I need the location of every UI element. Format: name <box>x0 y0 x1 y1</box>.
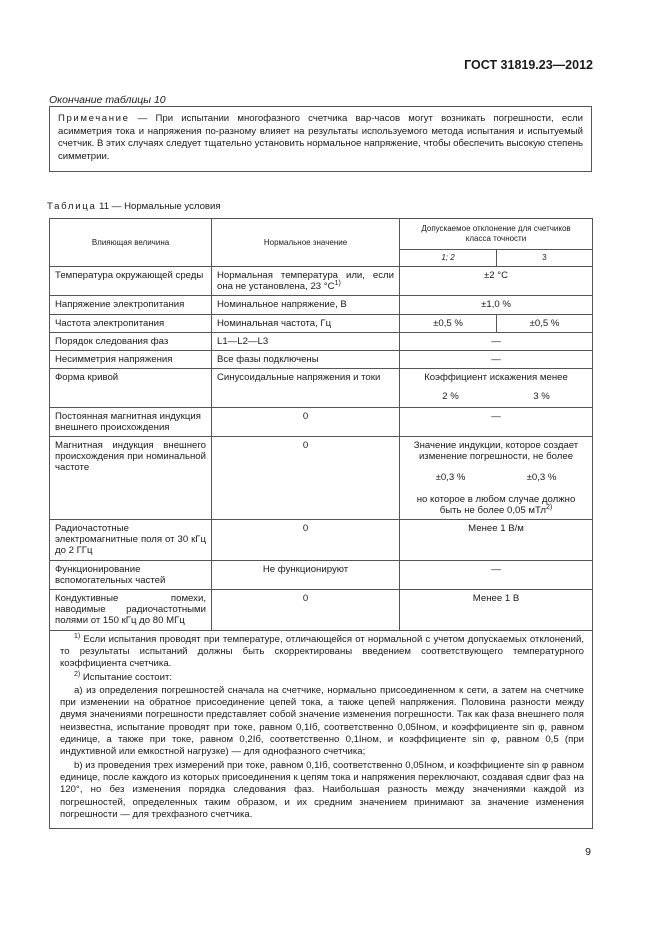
header-normal-value: Нормальное значение <box>212 219 400 267</box>
note-box <box>49 106 592 172</box>
row-quantity: Температура окружающей среды <box>50 267 212 296</box>
row-quantity: Кондуктивные помехи, наводимые радиочастотными полями от 150 кГц до 80 МГц <box>50 590 212 631</box>
row-deviation-class-1-2: ±0,5 % <box>400 314 497 332</box>
row-normal: Номинальное напряжение, В <box>212 296 400 314</box>
row-quantity: Напряжение электропитания <box>50 296 212 314</box>
table-row <box>50 314 593 332</box>
row-deviation-values <box>405 391 587 402</box>
header-class-1-2: 1; 2 <box>400 250 497 267</box>
row-quantity: Радиочастотные электромагнитные поля от 30 кГц до 2 ГГц <box>50 520 212 561</box>
row-normal-text: Нормальная температура или, если она не установлена, 23 °С <box>217 270 394 293</box>
row-deviation-bottom <box>405 494 587 516</box>
row-quantity: Магнитная индукция внешнего происхождения при номинальной частоте <box>50 437 212 520</box>
footnote-2b: b) из проведения трех измерений при токе, равном 0,1Iб, соответственно 0,05Iном, и коэффициенте sin φ равном единице, после каждого из которых присоединения к цепям тока и напряжения переключают, создавая сдвиг фаз на 120°, но без изменения порядка следования фаз. Наибольшая разность между значениями каждой из погрешностей, определенных таким образом, и их средним значением принимают за значение изменения погрешности — для трехфазного счетчика. <box>60 759 585 820</box>
row-normal: 0 <box>212 407 400 436</box>
row-deviation: Менее 1 В/м <box>400 520 593 561</box>
footnote-2 <box>60 672 584 684</box>
table-row <box>50 407 593 436</box>
row-quantity: Функционирование вспомогательных частей <box>50 560 212 589</box>
table-caption-rest: 11 — Нормальные условия <box>96 201 221 212</box>
row-deviation-top: Значение индукции, которое создает изменение погрешности, не более <box>413 440 579 463</box>
row-quantity: Порядок следования фаз <box>50 332 212 350</box>
row-quantity: Постоянная магнитная индукция внешнего происхождения <box>50 407 212 436</box>
row-quantity: Частота электропитания <box>50 314 212 332</box>
row-normal: 0 <box>212 590 400 631</box>
table-row <box>50 267 593 296</box>
row-deviation <box>400 369 593 407</box>
footnote-2-mark: 2) <box>74 670 81 678</box>
row-deviation-text: Коэффициент искажения менее <box>424 372 568 384</box>
row-normal <box>212 267 400 296</box>
row-deviation-bottom-text: но которое в любом случае должно быть не более 0,05 мТл <box>416 493 576 516</box>
footnote-ref-1: 1) <box>334 280 341 288</box>
table-row <box>50 332 593 350</box>
continuation-label: Окончание таблицы 10 <box>49 94 166 106</box>
row-deviation: Менее 1 В <box>400 590 593 631</box>
header-deviation: Допускаемое отклонение для счетчиков класса точности <box>400 219 593 250</box>
note-dash: — <box>129 113 156 124</box>
footnote-ref-2: 2) <box>546 503 553 511</box>
footnote-1-text: Если испытания проводят при температуре, отличающейся от нормальной с учетом допускаемых отклонений, то результаты испытаний должны быть скорректированы введением соответствующего температурного коэффициента счетчика. <box>60 633 585 670</box>
row-deviation-class-3: 3 % <box>533 391 550 403</box>
row-deviation: — <box>400 407 593 436</box>
footnote-1-mark: 1) <box>74 632 81 640</box>
row-deviation-class-1-2: ±0,3 % <box>435 472 466 484</box>
header-row <box>50 219 593 250</box>
footnotes-row <box>50 630 593 828</box>
row-normal: 0 <box>212 437 400 520</box>
row-quantity: Несимметрия напряжения <box>50 351 212 369</box>
note-text: При испытании многофазного счетчика вар-часов могут возникать погрешности, если асимметрия тока и напряжения по-разному влияет на результаты используемого метода испытания и испытуемый счетчик. В этих случаях следует тщательно установить нормальное напряжение, чтобы обеспечить высокую степень симметрии. <box>58 113 583 162</box>
footnotes <box>50 630 593 828</box>
table-row <box>50 590 593 631</box>
footnote-2-text: Испытание состоит: <box>80 671 173 683</box>
row-deviation: — <box>400 332 593 350</box>
table-row <box>50 296 593 314</box>
row-normal: Синусоидальные напряжения и токи <box>212 369 400 407</box>
table-caption <box>47 201 221 212</box>
row-normal: 0 <box>212 520 400 561</box>
footnote-1 <box>60 634 584 671</box>
table-row <box>50 437 593 520</box>
row-deviation-class-3: ±0,3 % <box>526 472 557 484</box>
row-quantity: Форма кривой <box>50 369 212 407</box>
header-quantity: Влияющая величина <box>50 219 212 267</box>
row-deviation-class-1-2: 2 % <box>442 391 459 403</box>
table-row <box>50 520 593 561</box>
row-normal: Номинальная частота, Гц <box>212 314 400 332</box>
header-class-3: 3 <box>497 250 593 267</box>
row-deviation: — <box>400 351 593 369</box>
table-row <box>50 560 593 589</box>
row-deviation-class-3: ±0,5 % <box>497 314 593 332</box>
table-caption-word: Таблица <box>47 201 97 212</box>
row-deviation: — <box>400 560 593 589</box>
normal-conditions-table <box>49 218 593 829</box>
page-number: 9 <box>585 846 591 858</box>
table-row <box>50 351 593 369</box>
table-row <box>50 369 593 407</box>
row-normal: Не функционируют <box>212 560 400 589</box>
row-deviation <box>400 437 593 520</box>
document-code: ГОСТ 31819.23—2012 <box>464 58 593 72</box>
row-deviation-values <box>405 472 587 483</box>
row-normal: Все фазы подключены <box>212 351 400 369</box>
row-deviation: ±2 °С <box>400 267 593 296</box>
note-title: Примечание <box>58 113 130 124</box>
row-deviation: ±1,0 % <box>400 296 593 314</box>
row-normal: L1—L2—L3 <box>212 332 400 350</box>
footnote-2a: a) из определения погрешностей сначала на счетчике, нормально присоединенном к сети, а затем на счетчике при изменении на обратное присоединение цепей тока, а также цепей напряжения. Половина разности между двумя значениями погрешности представляет собой значение изменения погрешности. Так как фаза внешнего поля неизвестна, испытание проводят при токе, равном 0,1Iб, соответственно 0,05Iном, и коэффициенте sin φ, равном единице, а также при токе, равном 0,2Iб, соответственно 0,1Iном, и коэффициенте sin φ, равном 0,5 (при индуктивной или емкостной нагрузке) — для однофазного счетчика; <box>60 684 585 758</box>
